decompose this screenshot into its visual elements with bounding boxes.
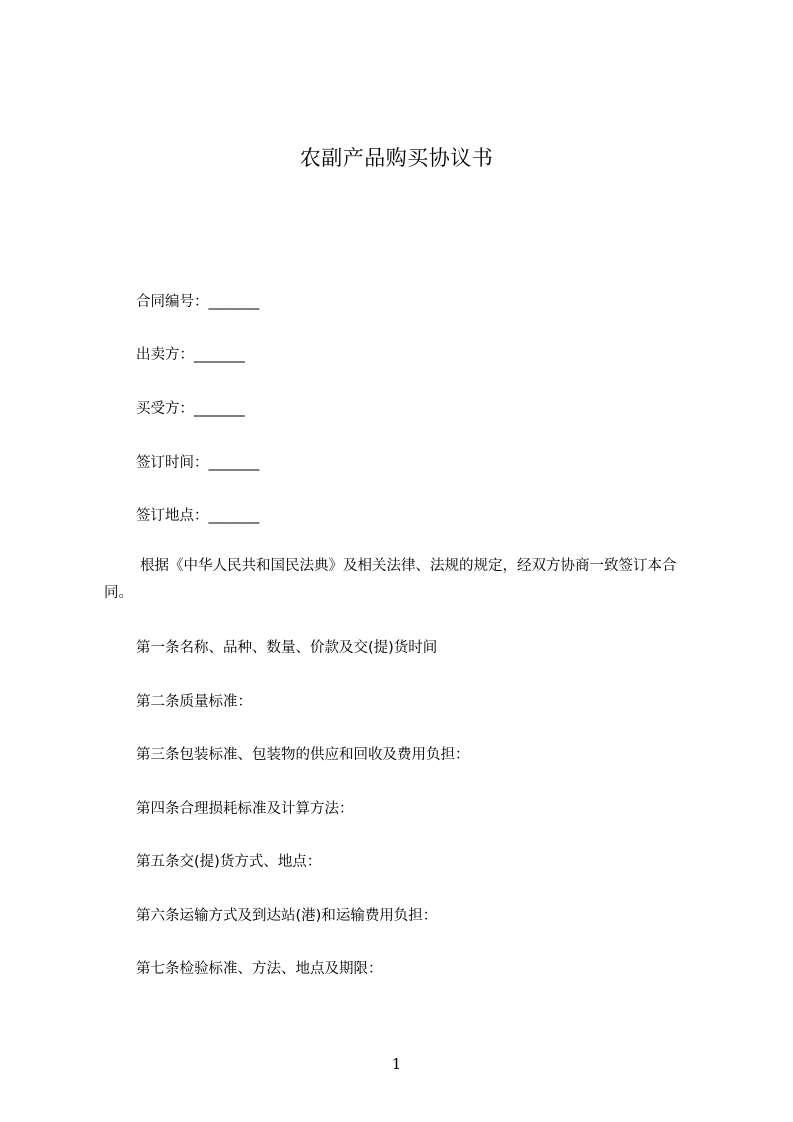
field-contract-number: 合同编号：_______ bbox=[136, 294, 260, 310]
article-4: 第四条合理损耗标准及计算方法： bbox=[136, 801, 354, 817]
field-signing-time: 签订时间：_______ bbox=[136, 455, 260, 471]
field-seller: 出卖方：_______ bbox=[136, 347, 245, 363]
field-signing-place: 签订地点：_______ bbox=[136, 508, 260, 524]
article-6: 第六条运输方式及到达站(港)和运输费用负担： bbox=[136, 908, 438, 924]
field-buyer: 买受方：_______ bbox=[136, 401, 245, 417]
preamble-paragraph: 根据《中华人民共和国民法典》及相关法律、法规的规定，经双方协商一致签订本合同。 bbox=[104, 558, 677, 601]
article-2: 第二条质量标准： bbox=[136, 694, 252, 710]
article-5: 第五条交(提)货方式、地点： bbox=[136, 854, 322, 870]
page-number: 1 bbox=[391, 1055, 402, 1073]
article-1: 第一条名称、品种、数量、价款及交(提)货时间 bbox=[136, 640, 438, 656]
article-7: 第七条检验标准、方法、地点及期限： bbox=[136, 961, 383, 977]
document-title: 农副产品购买协议书 bbox=[299, 146, 494, 170]
article-3: 第三条包装标准、包装物的供应和回收及费用负担： bbox=[136, 747, 470, 763]
